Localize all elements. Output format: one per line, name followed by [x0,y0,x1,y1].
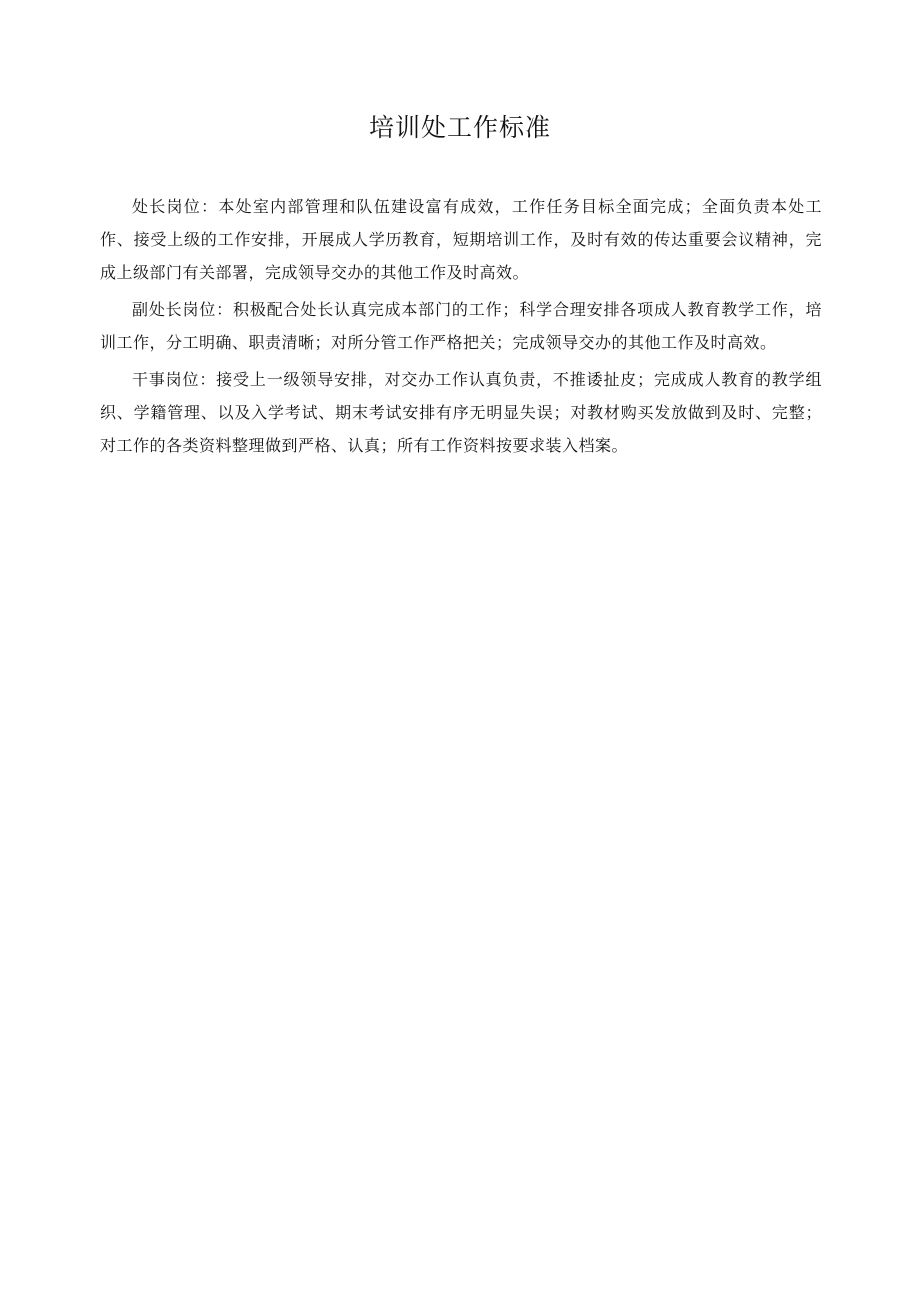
document-title: 培训处工作标准 [368,113,551,142]
paragraph-staff-duties: 干事岗位：接受上一级领导安排，对交办工作认真负责，不推诿扯皮；完成成人教育的教学组织、学籍管理、以及入学考试、期末考试安排有序无明显失误；对教材购买发放做到及时、完整；对工作的各类资料整理做到严格、认真；所有工作资料按要求装入档案。 [100,370,822,455]
paragraph-director-duties: 处长岗位：本处室内部管理和队伍建设富有成效，工作任务目标全面完成；全面负责本处工作、接受上级的工作安排，开展成人学历教育，短期培训工作，及时有效的传达重要会议精神，完成上级部门有关部署，完成领导交办的其他工作及时高效。 [100,197,822,282]
paragraph-deputy-director-duties: 副处长岗位：积极配合处长认真完成本部门的工作；科学合理安排各项成人教育教学工作，培训工作，分工明确、职责清晰；对所分管工作严格把关；完成领导交办的其他工作及时高效。 [100,300,822,352]
document-body [100,190,822,466]
